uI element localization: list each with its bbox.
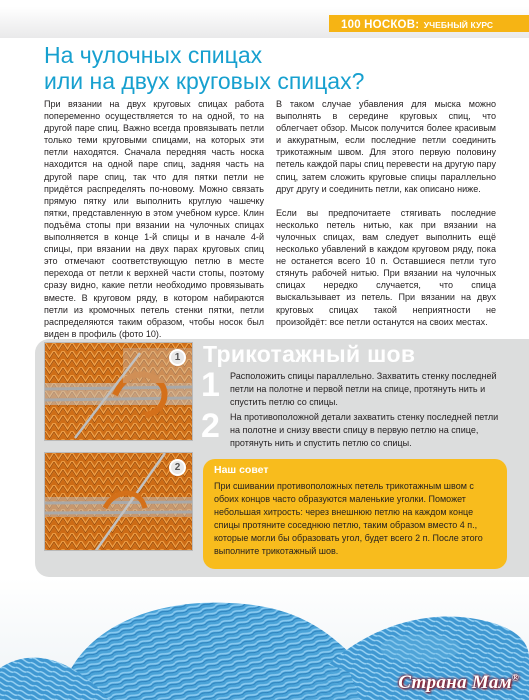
section-tab <box>329 15 529 32</box>
tip-box <box>203 459 507 569</box>
watermark-text: Страна Мам <box>398 672 512 693</box>
registered-mark: ® <box>511 672 519 683</box>
article-paragraph: При вязании на двух круговых спицах работа попеременно осуществляется то на одной, то на другой паре спиц. Важно всегда провязывать петли только теми круговыми спицами, на которых эти петли находятся. Сначала передняя часть носка находится на одной паре спиц, задняя часть на другой паре спиц, так что для пятки петли не придётся распределять по-новому. Можно связать прямую пятку или выполнить круглую чашечку пятки, представленную в этом учебном курсе. Клин подъёма стопы при вязании на чулочных спицах выполняется в конце 1-й спицы и в начале 4-й спицы, при вязании на двух парах круговых спиц это отмечают соответствующую петлю в месте перехода от петли к верхней части стопы, поэтому сразу видно, какие петли необходимо провязывать вместе. В круговом ряду, в котором набираются петли из кромочных петель стенки пятки, петли распределяются таким образом, чтобы носок был виден в профиль (фото 10). <box>44 99 264 339</box>
article-column-right <box>276 98 496 328</box>
article-column-left <box>44 98 264 340</box>
page-title <box>44 42 514 94</box>
photo-number-badge: 2 <box>169 459 186 476</box>
article-paragraph: Если вы предпочитаете стягивать последние несколько петель нитью, как при вязании на чулочных спицах, вам следует выполнить ещё несколько убавлений в каждом круговом ряду, пока не останется всего 10 п. Оставшиеся петли туго стянуть рабочей нитью. При вязании на чулочных спицах нередко случается, что спица выскальзывает из петель. При вязании на двух круговых спицах такой неприятности не произойдёт: все петли останутся на своих местах. <box>276 207 496 327</box>
page-title-line2: или на двух круговых спицах? <box>44 68 365 94</box>
step-text: На противоположной детали захватить стенку последней петли на полотне и снизу ввести спицу в первую петлю на спице, протянуть нить и спустить петлю со спицы. <box>230 412 499 448</box>
article-paragraph: В таком случае убавления для мыска можно выполнять в середине круговых спиц, что облегчает обзор. Мысок получится более красивым и аккуратным, если последние петли соединить трикотажным швом. Для этого первую половину петель каждой пары спиц перевести на другую пару спиц, затем сложить круговые спицы параллельно друг другу и соединить петли, как описано ниже. <box>276 99 496 194</box>
photo-number-badge: 1 <box>169 349 186 366</box>
page-title-line1: На чулочных спицах <box>44 42 263 68</box>
knitting-photo-1 <box>44 342 193 441</box>
tip-title: Наш совет <box>214 464 269 476</box>
step-number: 2 <box>201 407 220 445</box>
watermark <box>398 672 519 694</box>
section-subtitle: УЧЕБНЫЙ КУРС <box>423 20 494 30</box>
section-title: 100 НОСКОВ: <box>341 19 420 31</box>
step-text: Расположить спицы параллельно. Захватить стенку последней петли на полотне и первой петли на спице, протянуть нить и спустить петлю со спицы. <box>230 371 497 407</box>
knitting-photo-2 <box>44 452 193 551</box>
tip-text: При сшивании противоположных петель трикотажным швом с обоих концов часто образуются маленькие уголки. Поможет небольшая хитрость: через внешнюю петлю на каждом конце спицы протяните соседнюю петлю, таким образом вместо 4 п., которые могли бы образовать угол, будет всего 2 п. После этого выполните трикотажный шов. <box>214 481 483 556</box>
panel-title: Трикотажный шов <box>203 341 416 367</box>
step-number: 1 <box>201 366 220 404</box>
